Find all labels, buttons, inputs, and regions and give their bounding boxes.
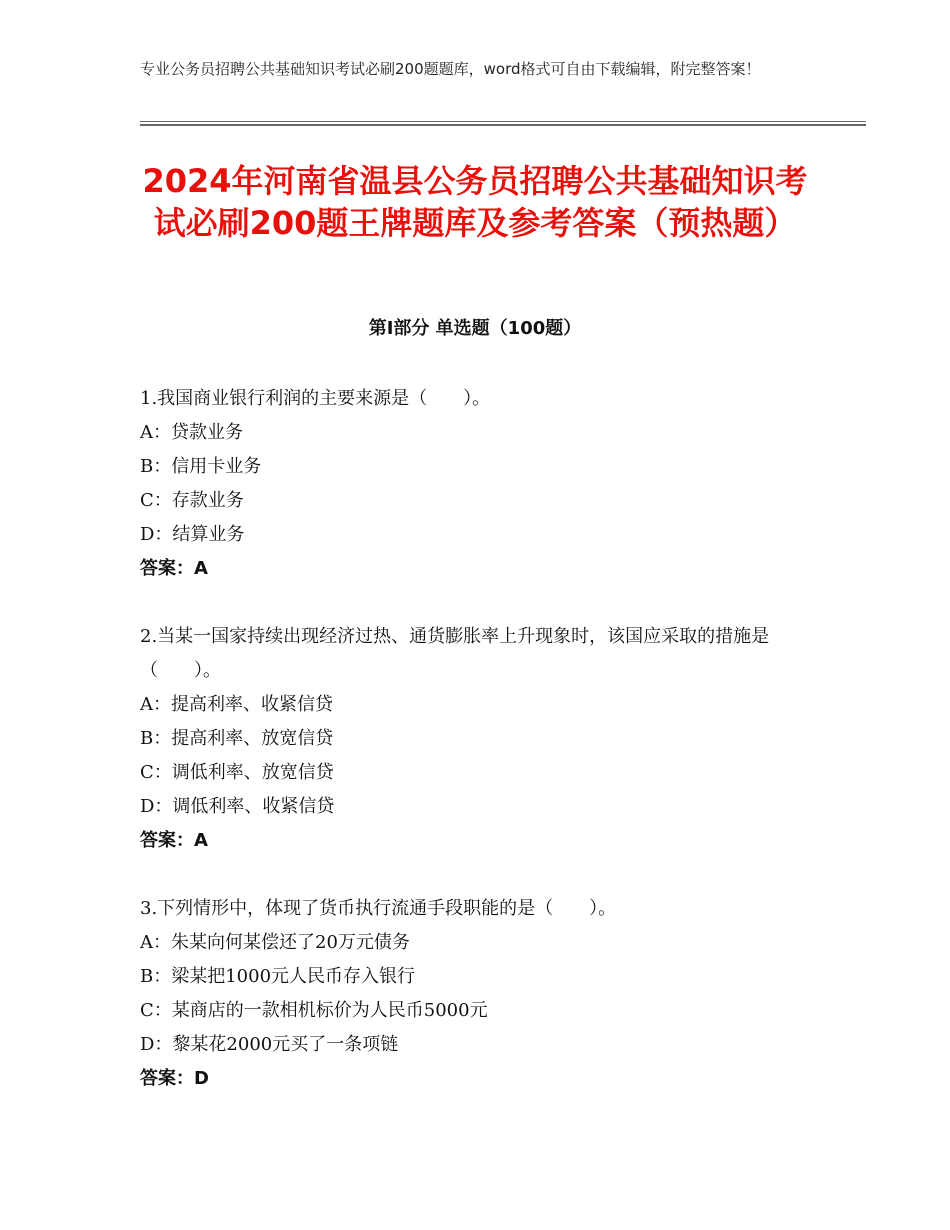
answer: 答案：A xyxy=(140,558,208,579)
option-b: B：提高利率、放宽信贷 xyxy=(140,728,334,749)
section-title: 第Ⅰ部分 单选题（100题） xyxy=(368,318,582,339)
question-stem: 1.我国商业银行利润的主要来源是（ ）。 xyxy=(140,388,491,409)
option-d: D：调低利率、收紧信贷 xyxy=(140,796,335,817)
option-c: C：存款业务 xyxy=(140,490,244,511)
option-a: A：贷款业务 xyxy=(140,422,243,443)
option-a: A：提高利率、收紧信贷 xyxy=(140,694,333,715)
option-b: B：梁某把1000元人民币存入银行 xyxy=(140,966,416,987)
option-c: C：某商店的一款相机标价为人民币5000元 xyxy=(140,1000,488,1021)
answer: 答案：D xyxy=(140,1068,209,1089)
option-b: B：信用卡业务 xyxy=(140,456,262,477)
question-stem: 2.当某一国家持续出现经济过热、通货膨胀率上升现象时，该国应采取的措施是（ ）。 xyxy=(140,626,770,681)
header-note: 专业公务员招聘公共基础知识考试必刷200题题库，word格式可自由下载编辑，附完整答案！ xyxy=(140,60,761,78)
answer: 答案：A xyxy=(140,830,208,851)
header-divider-thick xyxy=(140,124,866,126)
question-stem: 3.下列情形中，体现了货币执行流通手段职能的是（ ）。 xyxy=(140,898,617,919)
header-divider-thin xyxy=(140,121,866,122)
option-d: D：结算业务 xyxy=(140,524,245,545)
document-title: 2024年河南省温县公务员招聘公共基础知识考试必刷200题王牌题库及参考答案（预热题） xyxy=(142,162,808,242)
question-item xyxy=(140,620,820,858)
question-list xyxy=(140,382,820,1130)
option-d: D：黎某花2000元买了一条项链 xyxy=(140,1034,399,1055)
option-a: A：朱某向何某偿还了20万元债务 xyxy=(140,932,410,953)
question-item xyxy=(140,382,820,586)
question-item xyxy=(140,892,820,1096)
option-c: C：调低利率、放宽信贷 xyxy=(140,762,334,783)
